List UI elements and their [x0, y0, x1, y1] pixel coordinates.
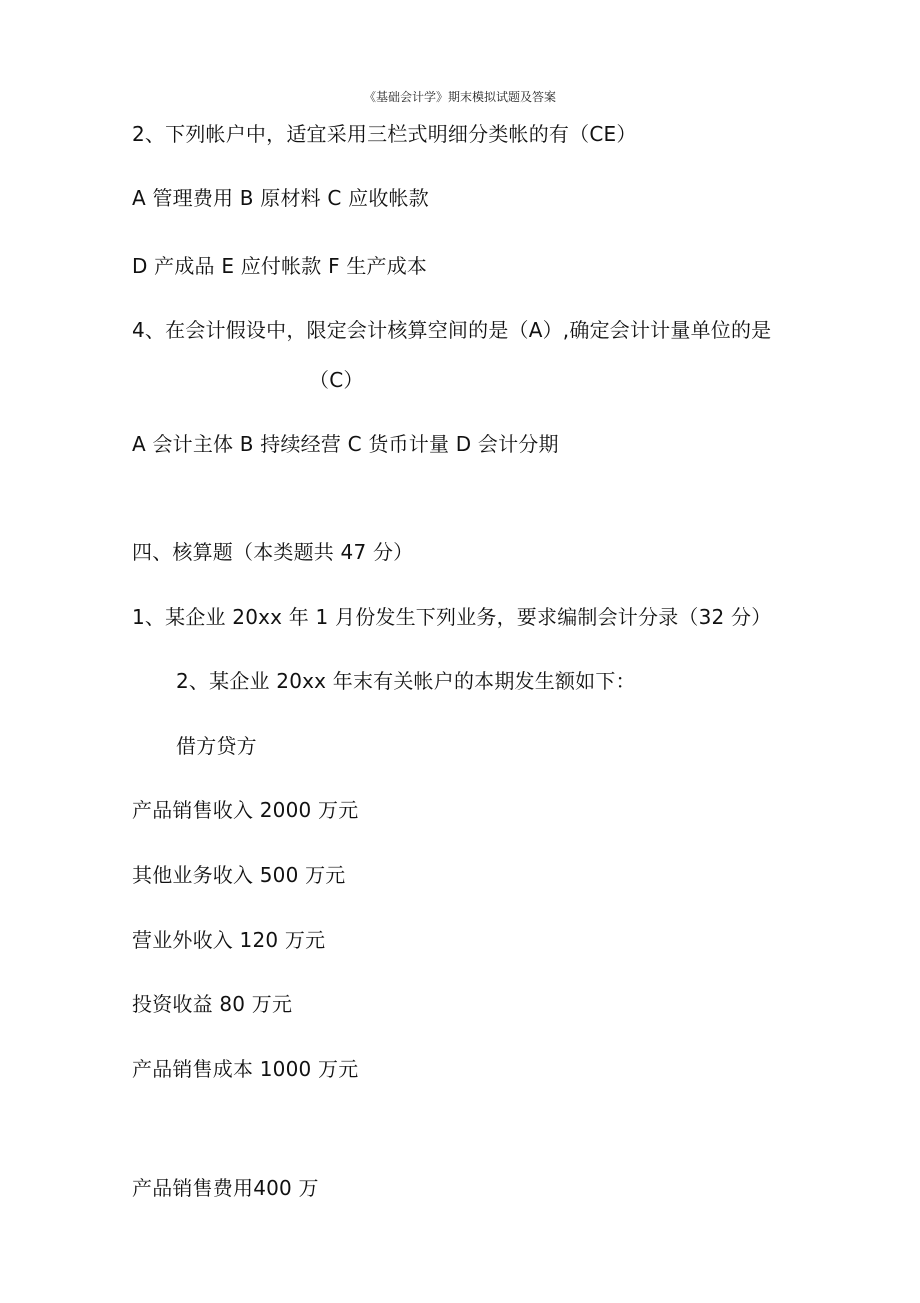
question-2-text: 2、下列帐户中，适宜采用三栏式明细分类帐的有（CE）: [132, 122, 637, 146]
problem-2-text: 2、某企业 20xx 年末有关帐户的本期发生额如下：: [176, 669, 636, 693]
section-4-title: 四、核算题（本类题共 47 分）: [132, 540, 414, 564]
account-item-sales-revenue: 产品销售收入 2000 万元: [132, 798, 359, 822]
question-4-answer-c: （C）: [309, 368, 364, 392]
question-4-text: 4、在会计假设中，限定会计核算空间的是（A）,确定会计计量单位的是: [132, 318, 772, 342]
account-item-other-revenue: 其他业务收入 500 万元: [132, 863, 346, 887]
account-item-nonoperating-income: 营业外收入 120 万元: [132, 928, 326, 952]
question-4-options: A 会计主体 B 持续经营 C 货币计量 D 会计分期: [132, 432, 559, 456]
problem-1-text: 1、某企业 20xx 年 1 月份发生下列业务，要求编制会计分录（32 分）: [132, 605, 772, 629]
page-header-title: 《基础会计学》期末模拟试题及答案: [363, 90, 556, 104]
account-item-sales-cost: 产品销售成本 1000 万元: [132, 1057, 359, 1081]
question-2-options-row-1: A 管理费用 B 原材料 C 应收帐款: [132, 186, 429, 210]
account-item-investment-income: 投资收益 80 万元: [132, 992, 293, 1016]
account-item-sales-expense: 产品销售费用400 万: [132, 1176, 319, 1200]
question-2-options-row-2: D 产成品 E 应付帐款 F 生产成本: [132, 254, 428, 278]
debit-credit-heading: 借方贷方: [176, 734, 257, 758]
